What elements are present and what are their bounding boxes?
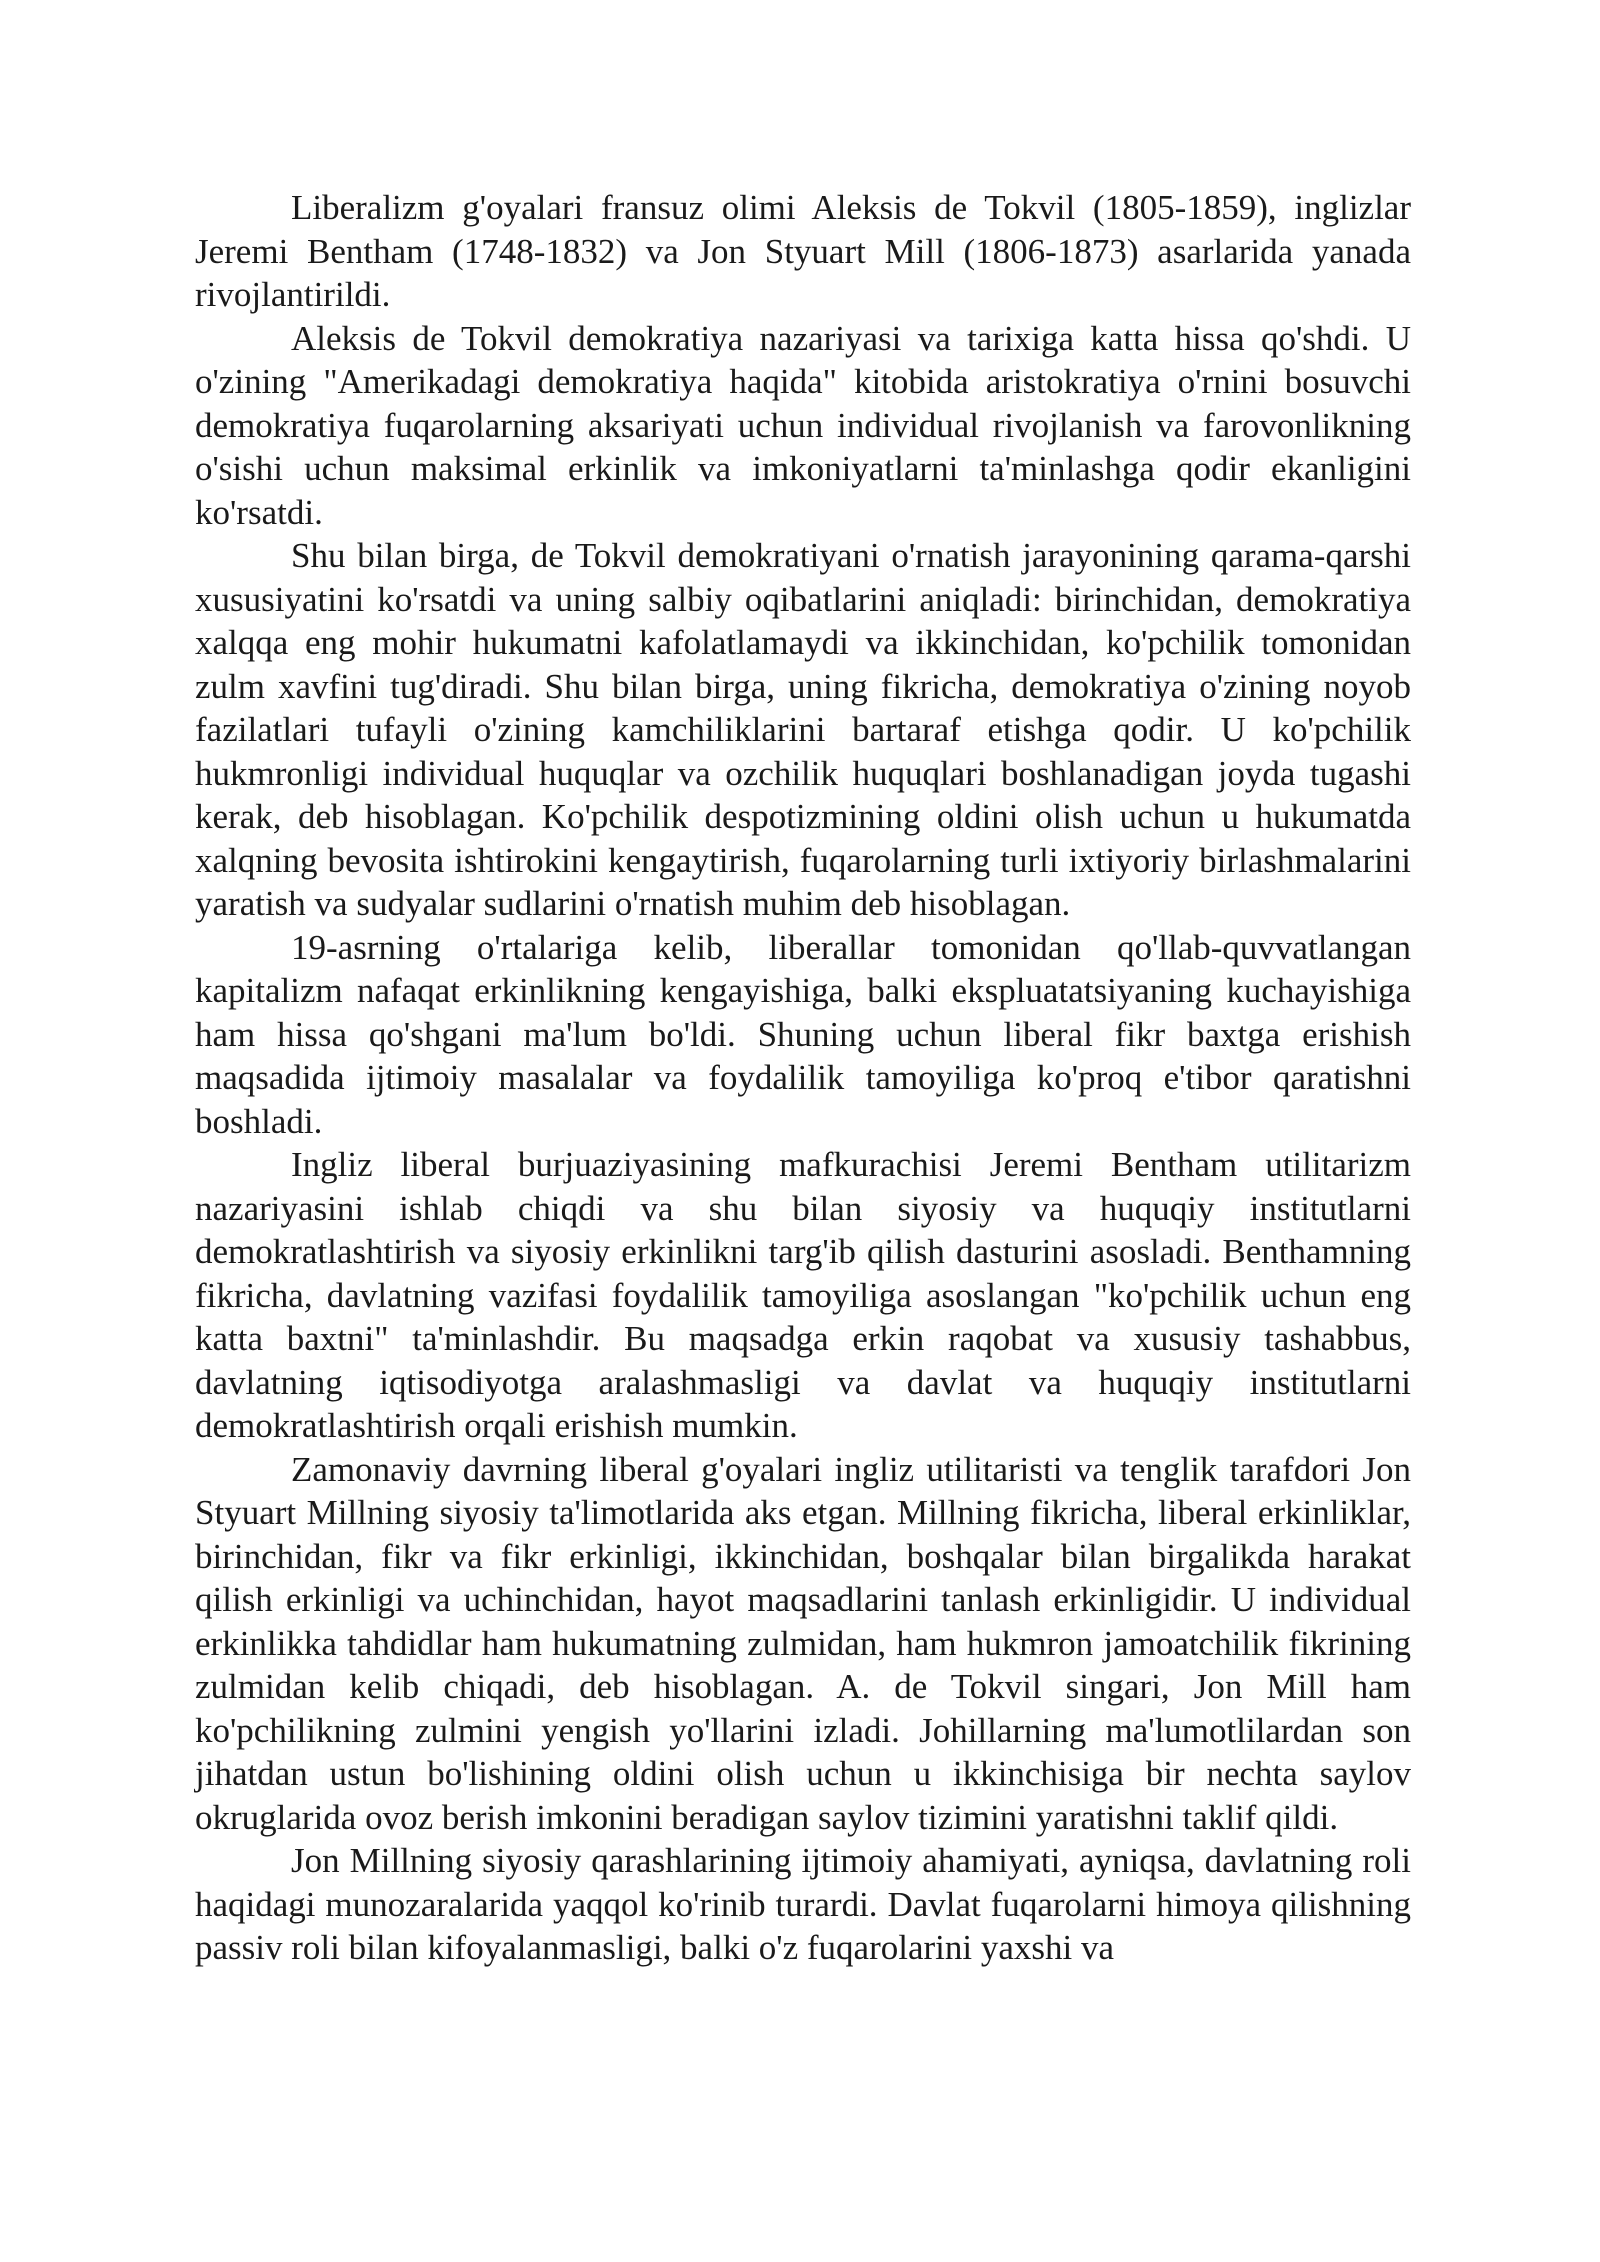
paragraph-tocqueville-bentham-mill: Liberalizm g'oyalari fransuz olimi Aleksis de Tokvil (1805-1859), inglizlar Jeremi Bentham (1748-1832) va Jon Styuart Mill (1806-1873) asarlarida yanada rivojlantirildi. xyxy=(195,188,1411,314)
paragraph-mill-state-role: Jon Millning siyosiy qarashlarining ijtimoiy ahamiyati, ayniqsa, davlatning roli haqidagi munozaralarida yaqqol ko'rinib turardi. Davlat fuqarolarni himoya qilishning passiv roli bilan kifoyalanmasligi, balki o'z fuqarolarini yaxshi va xyxy=(195,1841,1411,1967)
paragraph-capitalism-19th-century: 19-asrning o'rtalariga kelib, liberallar tomonidan qo'llab-quvvatlangan kapitalizm nafaqat erkinlikning kengayishiga, balki ekspluatatsiyaning kuchayishiga ham hissa qo'shgani ma'lum bo'ldi. Shuning uchun liberal fikr baxtga erishish maqsadida ijtimoiy masalalar va foydalilik tamoyiliga ko'proq e'tibor qaratishni boshladi. xyxy=(195,927,1411,1141)
paragraph-mill-liberty: Zamonaviy davrning liberal g'oyalari ingliz utilitaristi va tenglik tarafdori Jon Styuart Millning siyosiy ta'limotlarida aks etgan. Millning fikricha, liberal erkinliklar, birinchidan, fikr va fikr erkinligi, ikkinchidan, boshqalar bilan birgalikda harakat qilish erkinligi va uchinchidan, hayot maqsadlarini tanlash erkinligidir. U individual erkinlikka tahdidlar ham hukumatning zulmidan, ham hukmron jamoatchilik fikrining zulmidan kelib chiqadi, deb hisoblagan. A. de Tokvil singari, Jon Mill ham ko'pchilikning zulmini yengish yo'llarini izladi. Johillarning ma'lumotlilardan son jihatdan ustun bo'lishining oldini olish uchun u ikkinchisiga bir nechta saylov okruglarida ovoz berish imkonini beradigan saylov tizimini yaratishni taklif qildi. xyxy=(195,1449,1411,1837)
paragraph-tocqueville-contradictions: Shu bilan birga, de Tokvil demokratiyani o'rnatish jarayonining qarama-qarshi xususiyatini ko'rsatdi va uning salbiy oqibatlarini aniqladi: birinchidan, demokratiya xalqqa eng mohir hukumatni kafolatlamaydi va ikkinchidan, ko'pchilik tomonidan zulm xavfini tug'diradi. Shu bilan birga, uning fikricha, demokratiya o'zining noyob fazilatlari tufayli o'zining kamchiliklarini bartaraf etishga qodir. U ko'pchilik hukmronligi individual huquqlar va ozchilik huquqlari boshlanadigan joyda tugashi kerak, deb hisoblagan. Ko'pchilik despotizmining oldini olish uchun u hukumatda xalqning bevosita ishtirokini kengaytirish, fuqarolarning turli ixtiyoriy birlashmalarini yaratish va sudyalar sudlarini o'rnatish muhim deb hisoblagan. xyxy=(195,536,1411,923)
paragraph-bentham-utilitarianism: Ingliz liberal burjuaziyasining mafkurachisi Jeremi Bentham utilitarizm nazariyasini ishlab chiqdi va shu bilan siyosiy va huquqiy institutlarni demokratlashtirish va siyosiy erkinlikni targ'ib qilish dasturini asosladi. Benthamning fikricha, davlatning vazifasi foydalilik tamoyiliga asoslangan "ko'pchilik uchun eng katta baxtni" ta'minlashdir. Bu maqsadga erkin raqobat va xususiy tashabbus, davlatning iqtisodiyotga aralashmasligi va davlat va huquqiy institutlarni demokratlashtirish orqali erishish mumkin. xyxy=(195,1145,1411,1445)
document-page xyxy=(195,186,1411,1970)
paragraph-tocqueville-democracy: Aleksis de Tokvil demokratiya nazariyasi va tarixiga katta hissa qo'shdi. U o'zining "Amerikadagi demokratiya haqida" kitobida aristokratiya o'rnini bosuvchi demokratiya fuqarolarning aksariyati uchun individual rivojlanish va farovonlikning o'sishi uchun maksimal erkinlik va imkoniyatlarni ta'minlashga qodir ekanligini ko'rsatdi. xyxy=(195,318,1411,532)
